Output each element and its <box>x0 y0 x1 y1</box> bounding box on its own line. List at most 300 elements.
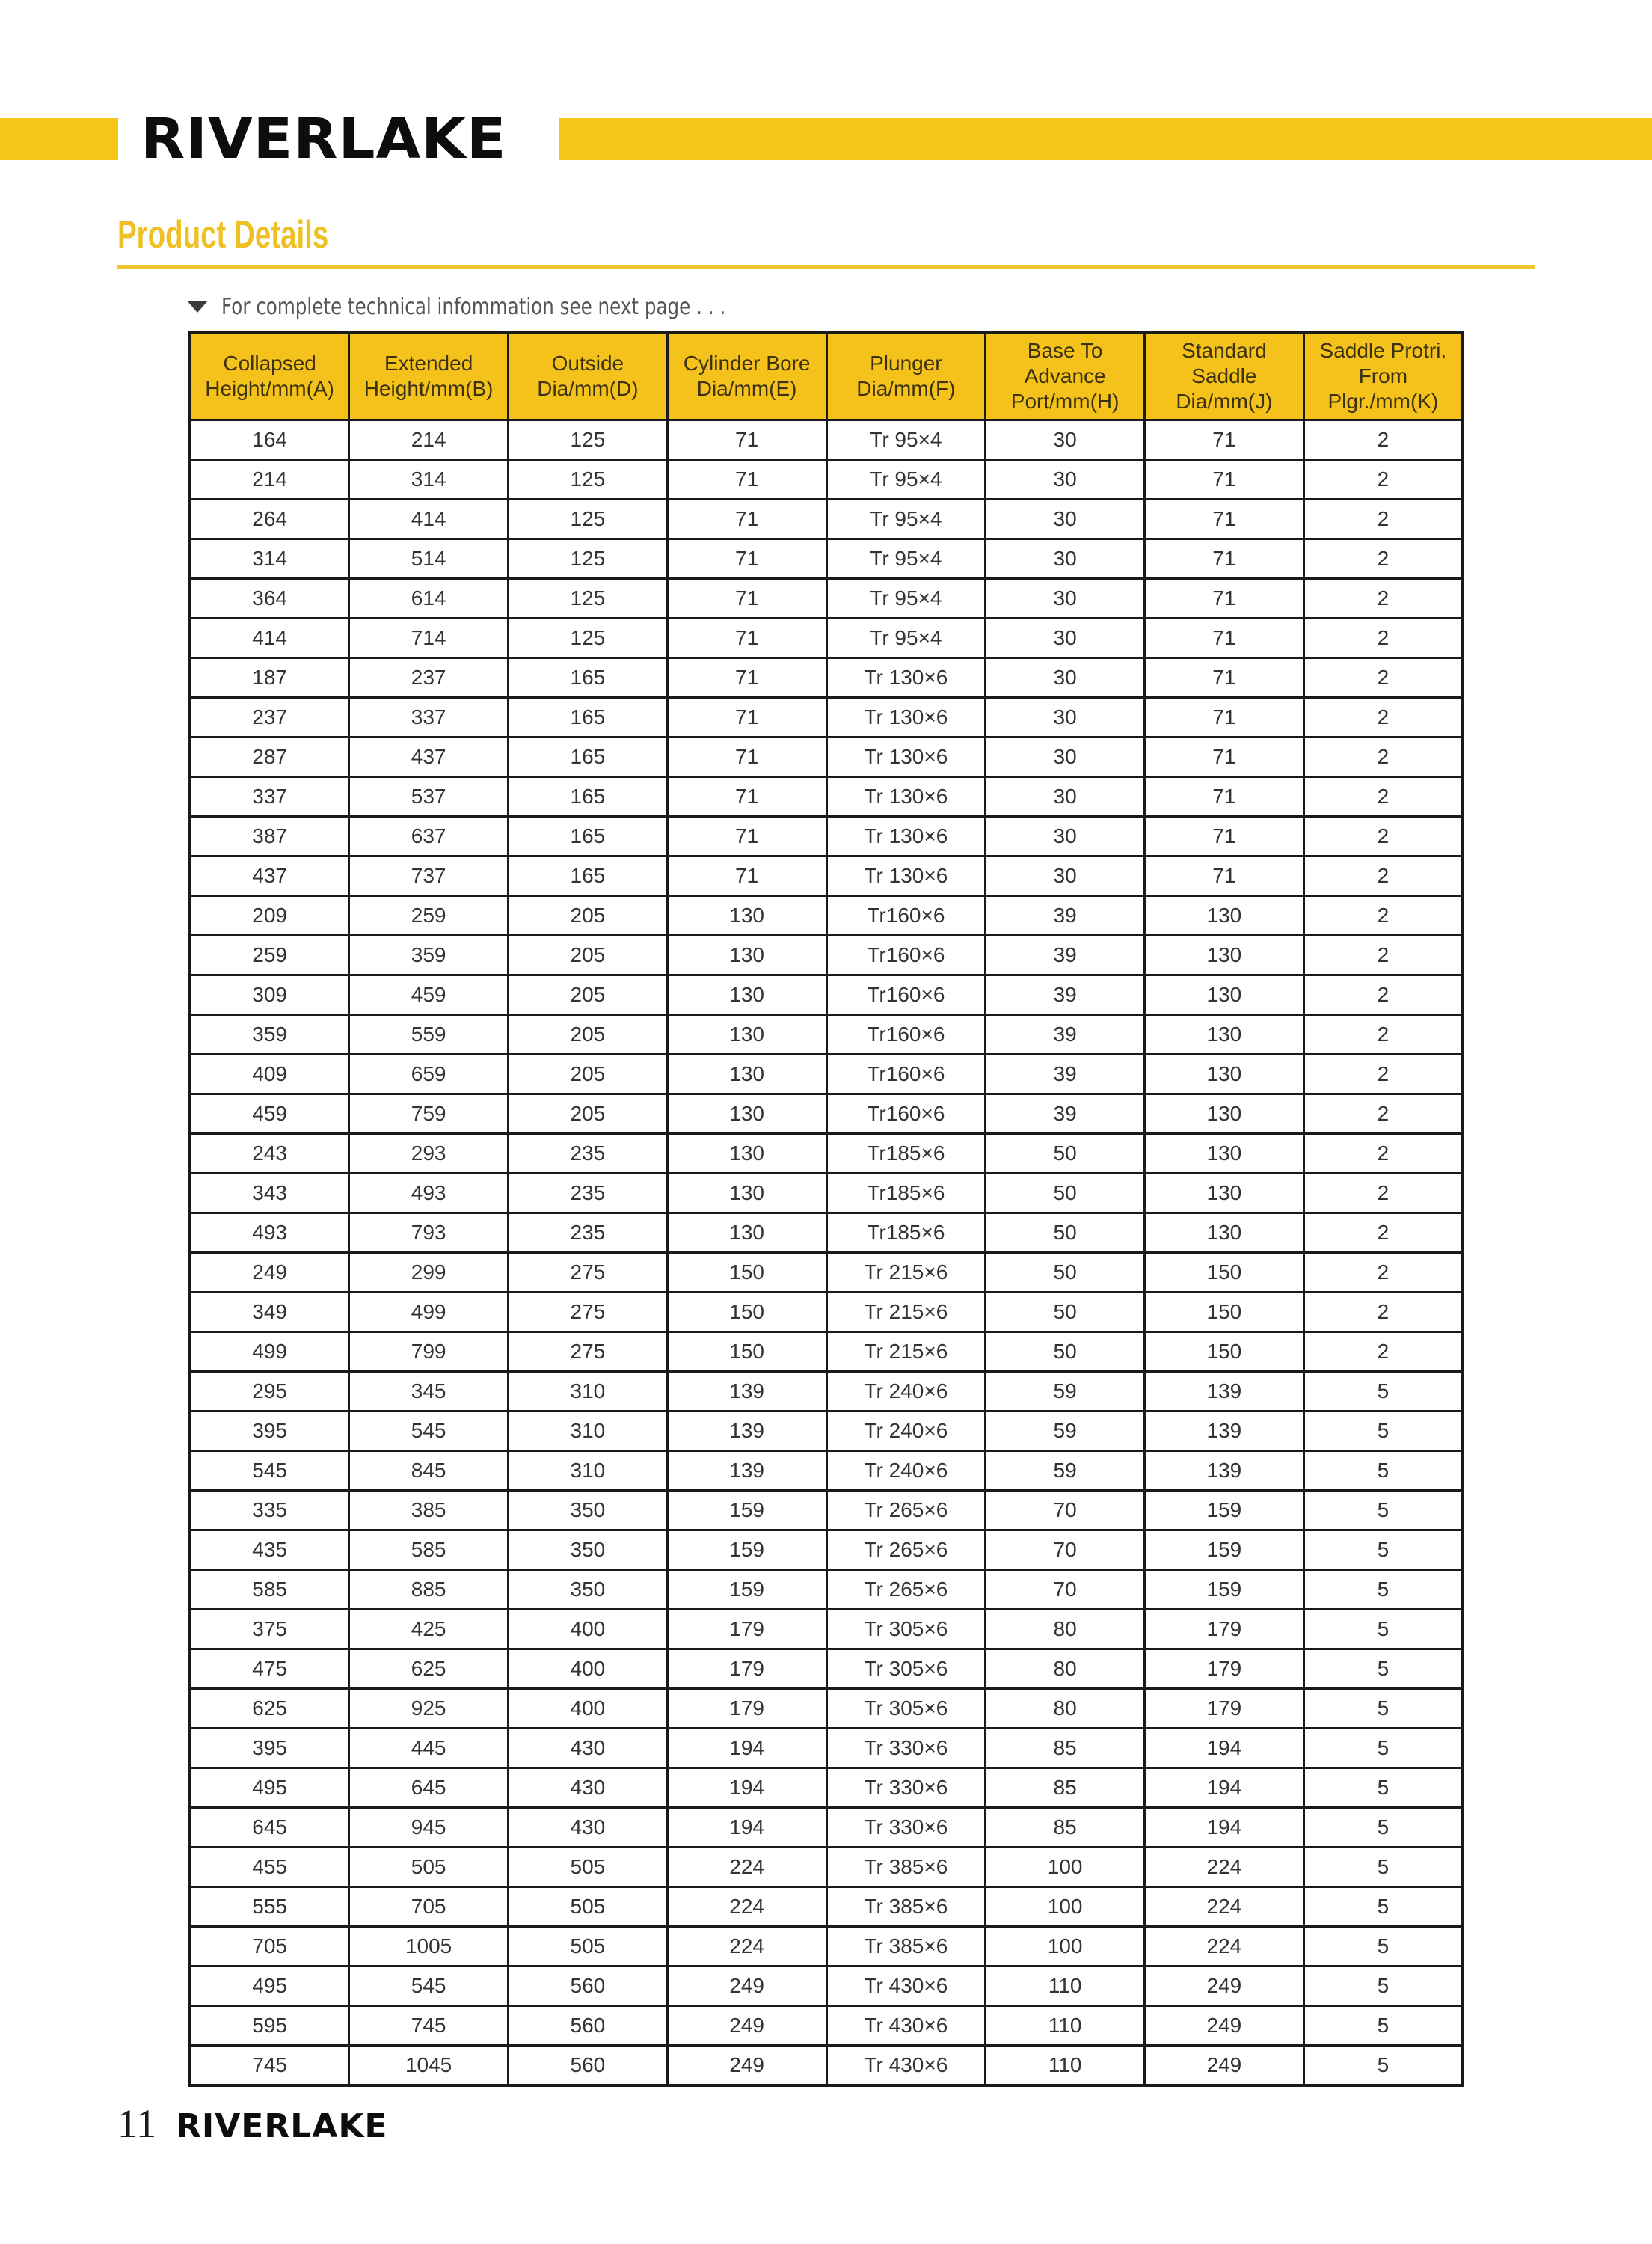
table-cell: 350 <box>509 1530 668 1570</box>
table-cell: 659 <box>349 1055 509 1094</box>
table-cell: 130 <box>1145 1015 1304 1055</box>
table-cell: 71 <box>667 777 826 817</box>
column-header-line: Dia/mm(J) <box>1176 390 1273 413</box>
table-cell: 1045 <box>349 2046 509 2086</box>
table-cell: 125 <box>509 500 668 539</box>
table-cell: 71 <box>667 856 826 896</box>
table-row <box>190 1927 1463 1966</box>
table-row <box>190 2006 1463 2046</box>
table-cell: 80 <box>986 1689 1145 1729</box>
table-cell: 595 <box>190 2006 349 2046</box>
table-cell: 50 <box>986 1174 1145 1213</box>
table-row <box>190 1213 1463 1253</box>
table-row <box>190 777 1463 817</box>
table-cell: 194 <box>667 1729 826 1768</box>
table-cell: Tr 95×4 <box>826 460 986 500</box>
table-cell: 110 <box>986 2046 1145 2086</box>
table-cell: Tr 130×6 <box>826 658 986 698</box>
table-cell: 925 <box>349 1689 509 1729</box>
table-cell: 30 <box>986 856 1145 896</box>
table-cell: Tr185×6 <box>826 1213 986 1253</box>
table-row <box>190 1015 1463 1055</box>
table-row <box>190 460 1463 500</box>
table-cell: 130 <box>667 896 826 936</box>
table-cell: 395 <box>190 1411 349 1451</box>
table-cell: 714 <box>349 619 509 658</box>
table-cell: 705 <box>190 1927 349 1966</box>
table-cell: 5 <box>1304 1768 1463 1808</box>
table-cell: Tr 95×4 <box>826 420 986 460</box>
table-cell: 287 <box>190 738 349 777</box>
table-cell: 337 <box>349 698 509 738</box>
table-cell: Tr 95×4 <box>826 500 986 539</box>
title-divider <box>117 265 1535 269</box>
column-header-line: Collapsed <box>223 352 316 375</box>
table-cell: 159 <box>667 1491 826 1530</box>
table-row <box>190 1887 1463 1927</box>
table-cell: 194 <box>1145 1808 1304 1848</box>
table-cell: 645 <box>190 1808 349 1848</box>
table-cell: 205 <box>509 1015 668 1055</box>
column-header-line: Base To <box>1027 339 1103 362</box>
table-cell: 249 <box>1145 1966 1304 2006</box>
column-header-line: Plgr./mm(K) <box>1327 390 1439 413</box>
table-cell: 364 <box>190 579 349 619</box>
table-cell: 50 <box>986 1253 1145 1293</box>
table-cell: 5 <box>1304 1966 1463 2006</box>
table-cell: 2 <box>1304 1253 1463 1293</box>
table-cell: 2 <box>1304 698 1463 738</box>
table-cell: 85 <box>986 1768 1145 1808</box>
header-accent-bar-right <box>559 118 1652 160</box>
table-cell: 179 <box>1145 1649 1304 1689</box>
table-cell: 50 <box>986 1293 1145 1332</box>
table-cell: 214 <box>190 460 349 500</box>
table-cell: 645 <box>349 1768 509 1808</box>
table-cell: 455 <box>190 1848 349 1887</box>
table-cell: 30 <box>986 817 1145 856</box>
table-cell: Tr 240×6 <box>826 1372 986 1411</box>
table-row <box>190 500 1463 539</box>
table-cell: 793 <box>349 1213 509 1253</box>
table-cell: 125 <box>509 579 668 619</box>
table-cell: 71 <box>1145 856 1304 896</box>
table-cell: 637 <box>349 817 509 856</box>
table-cell: Tr 240×6 <box>826 1451 986 1491</box>
table-row <box>190 658 1463 698</box>
table-cell: 71 <box>1145 619 1304 658</box>
table-cell: 249 <box>1145 2046 1304 2086</box>
table-cell: 400 <box>509 1649 668 1689</box>
table-cell: Tr 130×6 <box>826 698 986 738</box>
table-cell: 264 <box>190 500 349 539</box>
table-row <box>190 1729 1463 1768</box>
table-cell: 71 <box>1145 500 1304 539</box>
table-cell: 30 <box>986 698 1145 738</box>
table-cell: 2 <box>1304 738 1463 777</box>
table-cell: 560 <box>509 2006 668 2046</box>
table-cell: 30 <box>986 539 1145 579</box>
table-row <box>190 1372 1463 1411</box>
table-cell: 209 <box>190 896 349 936</box>
table-cell: 71 <box>1145 658 1304 698</box>
table-cell: 100 <box>986 1848 1145 1887</box>
table-cell: 5 <box>1304 2006 1463 2046</box>
table-cell: 179 <box>667 1610 826 1649</box>
table-cell: 625 <box>190 1689 349 1729</box>
table-cell: 2 <box>1304 975 1463 1015</box>
table-cell: 130 <box>1145 1134 1304 1174</box>
table-cell: Tr 130×6 <box>826 777 986 817</box>
table-cell: 179 <box>1145 1689 1304 1729</box>
table-cell: 71 <box>1145 420 1304 460</box>
table-cell: 559 <box>349 1015 509 1055</box>
table-row <box>190 1530 1463 1570</box>
table-body <box>190 420 1463 2086</box>
table-cell: 130 <box>667 1055 826 1094</box>
table-cell: 5 <box>1304 2046 1463 2086</box>
table-cell: 5 <box>1304 1848 1463 1887</box>
header-accent-bar-left <box>0 118 118 160</box>
column-header-line: Saddle <box>1191 364 1257 387</box>
table-row <box>190 579 1463 619</box>
table-cell: 437 <box>190 856 349 896</box>
table-cell: 59 <box>986 1372 1145 1411</box>
table-cell: 205 <box>509 1094 668 1134</box>
table-cell: Tr185×6 <box>826 1134 986 1174</box>
table-cell: 400 <box>509 1610 668 1649</box>
column-header <box>826 332 986 420</box>
table-cell: 150 <box>1145 1332 1304 1372</box>
table-cell: 2 <box>1304 1015 1463 1055</box>
table-cell: 359 <box>190 1015 349 1055</box>
table-cell: 139 <box>667 1451 826 1491</box>
table-cell: 495 <box>190 1768 349 1808</box>
table-cell: 745 <box>349 2006 509 2046</box>
table-cell: 545 <box>190 1451 349 1491</box>
spec-table <box>188 331 1464 2087</box>
table-row <box>190 698 1463 738</box>
table-cell: 139 <box>667 1411 826 1451</box>
table-cell: 125 <box>509 619 668 658</box>
table-cell: Tr 305×6 <box>826 1649 986 1689</box>
table-cell: 71 <box>1145 777 1304 817</box>
column-header-line: Height/mm(A) <box>205 377 334 400</box>
table-cell: Tr 265×6 <box>826 1491 986 1530</box>
table-cell: 39 <box>986 975 1145 1015</box>
table-cell: 85 <box>986 1729 1145 1768</box>
table-cell: 130 <box>1145 975 1304 1015</box>
table-cell: 249 <box>667 1966 826 2006</box>
column-header <box>1145 332 1304 420</box>
table-cell: 2 <box>1304 460 1463 500</box>
table-cell: 71 <box>667 539 826 579</box>
table-cell: 359 <box>349 936 509 975</box>
table-row <box>190 2046 1463 2086</box>
table-cell: 110 <box>986 1966 1145 2006</box>
table-cell: 130 <box>667 1134 826 1174</box>
table-cell: 437 <box>349 738 509 777</box>
table-cell: 249 <box>190 1253 349 1293</box>
table-cell: 80 <box>986 1610 1145 1649</box>
table-cell: 150 <box>1145 1293 1304 1332</box>
table-cell: 125 <box>509 539 668 579</box>
table-cell: 130 <box>1145 896 1304 936</box>
table-cell: 130 <box>1145 936 1304 975</box>
table-row <box>190 936 1463 975</box>
table-cell: 310 <box>509 1411 668 1451</box>
table-cell: 759 <box>349 1094 509 1134</box>
triangle-down-icon <box>187 301 208 313</box>
table-cell: 100 <box>986 1927 1145 1966</box>
column-header-line: Standard <box>1182 339 1267 362</box>
table-cell: Tr 215×6 <box>826 1253 986 1293</box>
table-cell: 71 <box>667 619 826 658</box>
table-cell: 799 <box>349 1332 509 1372</box>
table-cell: 139 <box>1145 1372 1304 1411</box>
table-cell: 130 <box>667 1094 826 1134</box>
table-cell: 205 <box>509 896 668 936</box>
column-header <box>667 332 826 420</box>
technical-note <box>187 293 836 320</box>
column-header-line: Height/mm(B) <box>363 377 494 400</box>
table-cell: 545 <box>349 1411 509 1451</box>
table-cell: Tr 130×6 <box>826 817 986 856</box>
column-header <box>1304 332 1463 420</box>
table-row <box>190 975 1463 1015</box>
table-cell: 50 <box>986 1134 1145 1174</box>
table-cell: 224 <box>667 1848 826 1887</box>
table-cell: Tr 265×6 <box>826 1570 986 1610</box>
page-footer <box>117 2100 387 2147</box>
table-cell: 150 <box>667 1293 826 1332</box>
table-cell: 459 <box>190 1094 349 1134</box>
table-row <box>190 1411 1463 1451</box>
table-cell: 560 <box>509 2046 668 2086</box>
table-cell: 745 <box>190 2046 349 2086</box>
column-header <box>509 332 668 420</box>
table-cell: 80 <box>986 1649 1145 1689</box>
table-cell: 259 <box>349 896 509 936</box>
table-cell: 243 <box>190 1134 349 1174</box>
table-cell: 150 <box>667 1332 826 1372</box>
table-cell: 214 <box>349 420 509 460</box>
table-cell: 159 <box>667 1570 826 1610</box>
table-cell: 71 <box>667 698 826 738</box>
table-cell: 1005 <box>349 1927 509 1966</box>
table-cell: 71 <box>667 579 826 619</box>
table-cell: Tr 385×6 <box>826 1887 986 1927</box>
table-cell: 585 <box>190 1570 349 1610</box>
table-cell: Tr185×6 <box>826 1174 986 1213</box>
table-cell: 194 <box>667 1808 826 1848</box>
table-cell: 30 <box>986 777 1145 817</box>
table-row <box>190 420 1463 460</box>
table-cell: 555 <box>190 1887 349 1927</box>
table-cell: 2 <box>1304 500 1463 539</box>
table-cell: 343 <box>190 1174 349 1213</box>
table-cell: 30 <box>986 619 1145 658</box>
table-row <box>190 1451 1463 1491</box>
table-cell: 165 <box>509 817 668 856</box>
table-cell: 314 <box>190 539 349 579</box>
table-cell: 505 <box>509 1848 668 1887</box>
table-cell: 310 <box>509 1372 668 1411</box>
table-cell: 71 <box>667 420 826 460</box>
table-cell: 493 <box>190 1213 349 1253</box>
table-cell: 39 <box>986 1094 1145 1134</box>
table-cell: 2 <box>1304 817 1463 856</box>
table-cell: 560 <box>509 1966 668 2006</box>
table-row <box>190 1055 1463 1094</box>
table-cell: 5 <box>1304 1927 1463 1966</box>
table-cell: 5 <box>1304 1411 1463 1451</box>
table-row <box>190 1253 1463 1293</box>
table-cell: 445 <box>349 1729 509 1768</box>
table-header-row <box>190 332 1463 420</box>
table-cell: Tr 385×6 <box>826 1848 986 1887</box>
table-cell: 249 <box>667 2006 826 2046</box>
table-cell: 179 <box>667 1689 826 1729</box>
table-cell: 224 <box>1145 1887 1304 1927</box>
table-cell: 475 <box>190 1649 349 1689</box>
column-header-line: From <box>1358 364 1408 387</box>
table-cell: 5 <box>1304 1729 1463 1768</box>
table-cell: 205 <box>509 1055 668 1094</box>
table-cell: 5 <box>1304 1808 1463 1848</box>
table-cell: Tr160×6 <box>826 1094 986 1134</box>
column-header-line: Dia/mm(F) <box>856 377 956 400</box>
table-cell: 493 <box>349 1174 509 1213</box>
column-header <box>349 332 509 420</box>
table-cell: Tr 215×6 <box>826 1332 986 1372</box>
table-cell: 71 <box>667 460 826 500</box>
table-cell: 30 <box>986 738 1145 777</box>
table-cell: 295 <box>190 1372 349 1411</box>
table-cell: 59 <box>986 1451 1145 1491</box>
table-cell: 130 <box>1145 1055 1304 1094</box>
table-cell: 30 <box>986 579 1145 619</box>
table-cell: 159 <box>1145 1530 1304 1570</box>
column-header-line: Dia/mm(D) <box>537 377 639 400</box>
table-cell: 2 <box>1304 1213 1463 1253</box>
table-cell: 194 <box>1145 1768 1304 1808</box>
table-cell: 2 <box>1304 579 1463 619</box>
table-cell: Tr 430×6 <box>826 2046 986 2086</box>
table-cell: 2 <box>1304 1055 1463 1094</box>
table-cell: 71 <box>1145 698 1304 738</box>
table-cell: 345 <box>349 1372 509 1411</box>
table-cell: 159 <box>1145 1491 1304 1530</box>
table-cell: 275 <box>509 1253 668 1293</box>
table-cell: Tr 330×6 <box>826 1808 986 1848</box>
table-row <box>190 1966 1463 2006</box>
column-header-line: Port/mm(H) <box>1010 390 1120 413</box>
table-cell: 2 <box>1304 658 1463 698</box>
table-cell: 414 <box>349 500 509 539</box>
table-cell: 130 <box>667 975 826 1015</box>
table-cell: 737 <box>349 856 509 896</box>
table-cell: 2 <box>1304 777 1463 817</box>
table-row <box>190 1689 1463 1729</box>
table-cell: 130 <box>1145 1174 1304 1213</box>
table-cell: 235 <box>509 1174 668 1213</box>
table-cell: 625 <box>349 1649 509 1689</box>
table-cell: 130 <box>667 1213 826 1253</box>
table-cell: 5 <box>1304 1451 1463 1491</box>
table-cell: 150 <box>1145 1253 1304 1293</box>
table-cell: 537 <box>349 777 509 817</box>
table-row <box>190 817 1463 856</box>
table-cell: 945 <box>349 1808 509 1848</box>
table-cell: Tr 430×6 <box>826 1966 986 2006</box>
table-cell: 414 <box>190 619 349 658</box>
table-cell: 2 <box>1304 1174 1463 1213</box>
table-cell: 235 <box>509 1134 668 1174</box>
table-cell: 139 <box>1145 1411 1304 1451</box>
table-cell: Tr160×6 <box>826 975 986 1015</box>
table-cell: 337 <box>190 777 349 817</box>
table-cell: 349 <box>190 1293 349 1332</box>
table-cell: 400 <box>509 1689 668 1729</box>
table-cell: 205 <box>509 975 668 1015</box>
table-cell: 30 <box>986 658 1145 698</box>
table-cell: 5 <box>1304 1491 1463 1530</box>
table-cell: 39 <box>986 896 1145 936</box>
column-header-line: Advance <box>1024 364 1106 387</box>
table-cell: Tr 385×6 <box>826 1927 986 1966</box>
table-row <box>190 1768 1463 1808</box>
table-cell: 50 <box>986 1213 1145 1253</box>
table-cell: 237 <box>190 698 349 738</box>
table-cell: 495 <box>190 1966 349 2006</box>
table-cell: 70 <box>986 1530 1145 1570</box>
table-cell: 845 <box>349 1451 509 1491</box>
table-row <box>190 896 1463 936</box>
table-cell: 505 <box>509 1887 668 1927</box>
table-cell: 150 <box>667 1253 826 1293</box>
table-cell: 125 <box>509 460 668 500</box>
note-text: For complete technical infommation see next page . . . <box>221 293 726 320</box>
table-cell: 164 <box>190 420 349 460</box>
table-cell: 885 <box>349 1570 509 1610</box>
table-cell: 299 <box>349 1253 509 1293</box>
table-row <box>190 856 1463 896</box>
table-cell: 5 <box>1304 1530 1463 1570</box>
table-row <box>190 1491 1463 1530</box>
table-cell: 224 <box>1145 1927 1304 1966</box>
table-cell: Tr 95×4 <box>826 619 986 658</box>
table-row <box>190 1094 1463 1134</box>
table-cell: 130 <box>1145 1094 1304 1134</box>
table-row <box>190 539 1463 579</box>
table-cell: 5 <box>1304 1372 1463 1411</box>
table-cell: 514 <box>349 539 509 579</box>
table-cell: Tr 430×6 <box>826 2006 986 2046</box>
table-row <box>190 619 1463 658</box>
table-cell: 2 <box>1304 1293 1463 1332</box>
table-cell: 545 <box>349 1966 509 2006</box>
table-cell: 614 <box>349 579 509 619</box>
table-cell: 165 <box>509 738 668 777</box>
table-cell: 59 <box>986 1411 1145 1451</box>
table-cell: 139 <box>1145 1451 1304 1491</box>
table-cell: 224 <box>1145 1848 1304 1887</box>
column-header-line: Outside <box>551 352 624 375</box>
table-cell: Tr160×6 <box>826 936 986 975</box>
table-cell: 70 <box>986 1491 1145 1530</box>
table-cell: 39 <box>986 1055 1145 1094</box>
